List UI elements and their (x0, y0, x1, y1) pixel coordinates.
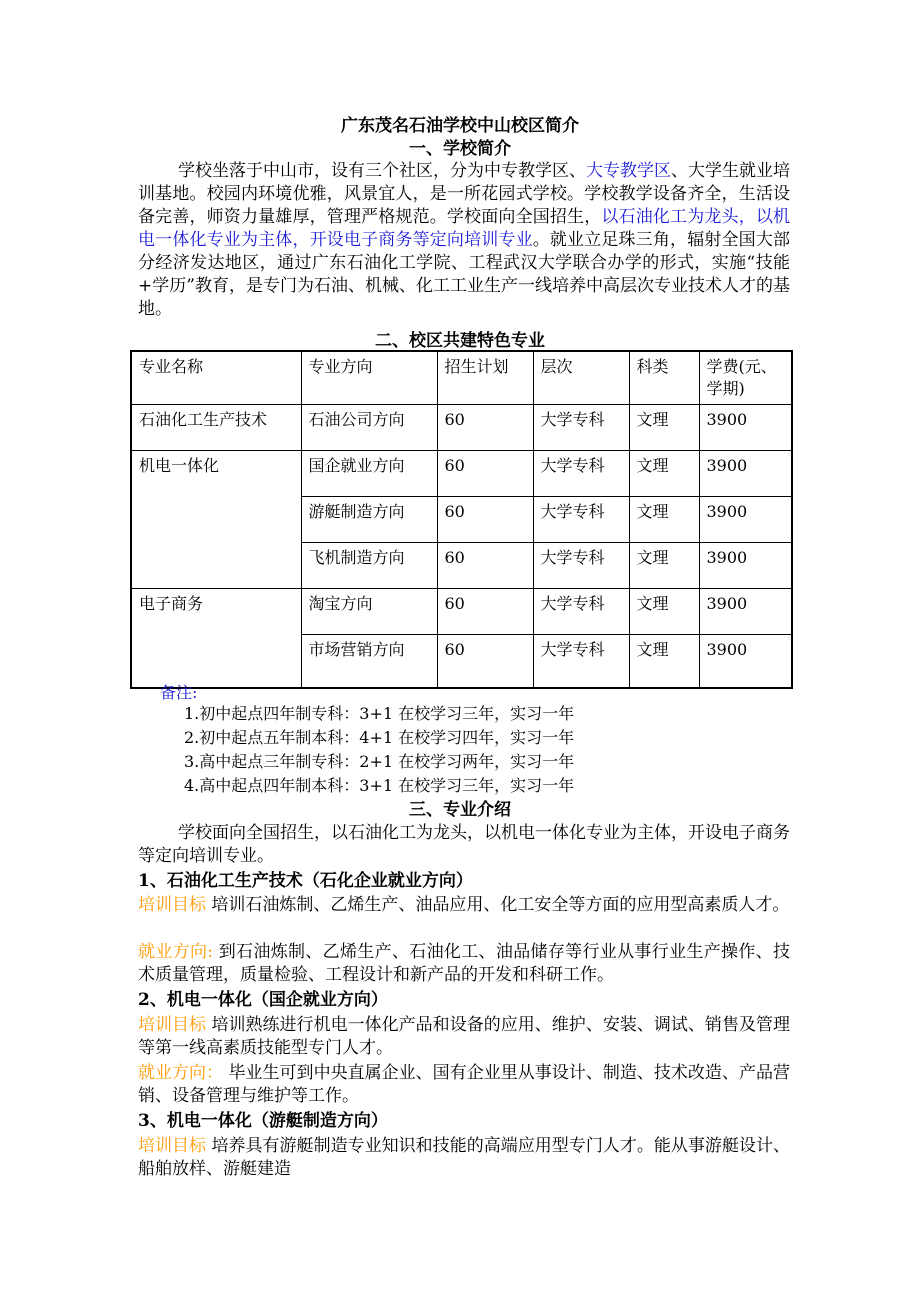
plan-cell: 60 (437, 543, 533, 589)
section-2-heading: 二、校区共建特色专业 (375, 331, 545, 351)
level-cell: 大学专科 (533, 543, 629, 589)
goal-text: 培养具有游艇制造专业知识和技能的高端应用型专门人才。能从事游艇设计、船舶放样、游艇建造 (138, 1136, 790, 1179)
table-row (131, 405, 792, 451)
goal-label: 培训目标 (138, 1015, 207, 1035)
fee-cell: 3900 (699, 451, 792, 497)
major-cell: 电子商务 (131, 589, 301, 689)
intro-text-a: 学校坐落于中山市，设有三个社区，分为中专教学区、 (178, 161, 586, 181)
direction-cell: 石油公司方向 (301, 405, 437, 451)
direction-cell: 国企就业方向 (301, 451, 437, 497)
goal-text: 培训熟练进行机电一体化产品和设备的应用、维护、安装、调试、销售及管理等第一线高素质技能型专门人才。 (138, 1015, 790, 1058)
majors-intro-paragraph: 学校面向全国招生，以石油化工为龙头，以机电一体化专业为主体，开设电子商务等定向培训专业。 (138, 823, 790, 866)
school-intro-paragraph (138, 160, 790, 321)
table-header-row (131, 351, 792, 405)
major-cell: 机电一体化 (131, 451, 301, 589)
intro-highlight-focus: 以石油化工为龙头，以机电一体化专业为主体，开设电子商务等定向培训专业 (138, 207, 791, 250)
major-3-goal (138, 1135, 790, 1181)
section-3-heading: 三、专业介绍 (409, 800, 511, 820)
header-cell: 层次 (533, 351, 629, 405)
notes-label: 备注: (160, 683, 198, 702)
level-cell: 大学专科 (533, 497, 629, 543)
goal-label: 培训目标 (138, 1136, 207, 1156)
major-1-title: 1、石油化工生产技术（石化企业就业方向） (138, 871, 473, 891)
header-cell: 专业名称 (131, 351, 301, 405)
level-cell: 大学专科 (533, 451, 629, 497)
category-cell: 文理 (629, 405, 699, 451)
goal-text: 培训石油炼制、乙烯生产、油品应用、化工安全等方面的应用型高素质人才。 (206, 895, 790, 915)
category-cell: 文理 (629, 451, 699, 497)
category-cell: 文理 (629, 497, 699, 543)
note-item: 1.初中起点四年制专科：3+1 在校学习三年，实习一年 (184, 704, 575, 723)
plan-cell: 60 (437, 405, 533, 451)
section-1-heading: 一、学校简介 (409, 139, 511, 159)
category-cell: 文理 (629, 543, 699, 589)
goal-label: 培训目标 (138, 895, 206, 915)
intro-text-e: 。就业立足珠三角，辐射全国大部分经济发达地区，通过广东石油化工学院、工程武汉大学联合办学的形式，实施“技能+学历”教育，是专门为石油、机械、化工工业生产一线培养中高层次专业技术人才的基地。 (138, 230, 791, 319)
intro-text-c: 、大学生就业培训基地。校园内环境优雅，风景宜人，是一所花园式学校。学校教学设备齐全，生活设备完善，师资力量雄厚，管理严格规范。学校面向全国招生， (138, 161, 790, 227)
header-cell: 科类 (629, 351, 699, 405)
plan-cell: 60 (437, 497, 533, 543)
majors-table (130, 350, 793, 689)
fee-cell: 3900 (699, 405, 792, 451)
table-row (131, 589, 792, 635)
plan-cell: 60 (437, 589, 533, 635)
category-cell: 文理 (629, 589, 699, 635)
job-label: 就业方向： (138, 1063, 224, 1083)
document-title: 广东茂名石油学校中山校区简介 (341, 116, 579, 136)
header-cell: 学费(元、学期) (699, 351, 792, 405)
job-text: 到石油炼制、乙烯生产、石油化工、油品储存等行业从事行业生产操作、技术质量管理，质量检验、工程设计和新产品的开发和科研工作。 (138, 942, 790, 985)
job-text: 毕业生可到中央直属企业、国有企业里从事设计、制造、技术改造、产品营销、设备管理与维护等工作。 (138, 1063, 790, 1106)
fee-cell: 3900 (699, 589, 792, 635)
fee-cell: 3900 (699, 635, 792, 689)
header-cell: 专业方向 (301, 351, 437, 405)
intro-highlight-college: 大专教学区 (586, 161, 671, 181)
direction-cell: 淘宝方向 (301, 589, 437, 635)
header-cell: 招生计划 (437, 351, 533, 405)
major-2-job (138, 1062, 790, 1108)
major-1-job (138, 941, 790, 987)
plan-cell: 60 (437, 635, 533, 689)
category-cell: 文理 (629, 635, 699, 689)
level-cell: 大学专科 (533, 405, 629, 451)
fee-cell: 3900 (699, 543, 792, 589)
note-item: 2.初中起点五年制本科：4+1 在校学习四年，实习一年 (184, 728, 575, 747)
major-1-goal (138, 894, 790, 917)
direction-cell: 飞机制造方向 (301, 543, 437, 589)
fee-cell: 3900 (699, 497, 792, 543)
major-3-title: 3、机电一体化（游艇制造方向） (138, 1111, 388, 1131)
major-2-goal (138, 1014, 790, 1060)
direction-cell: 市场营销方向 (301, 635, 437, 689)
direction-cell: 游艇制造方向 (301, 497, 437, 543)
plan-cell: 60 (437, 451, 533, 497)
major-2-title: 2、机电一体化（国企就业方向） (138, 990, 388, 1010)
job-label: 就业方向: (138, 942, 214, 962)
table-row (131, 451, 792, 497)
note-item: 4.高中起点四年制本科：3+1 在校学习三年，实习一年 (184, 776, 575, 795)
level-cell: 大学专科 (533, 589, 629, 635)
major-cell: 石油化工生产技术 (131, 405, 301, 451)
level-cell: 大学专科 (533, 635, 629, 689)
note-item: 3.高中起点三年制专科：2+1 在校学习两年，实习一年 (184, 752, 575, 771)
